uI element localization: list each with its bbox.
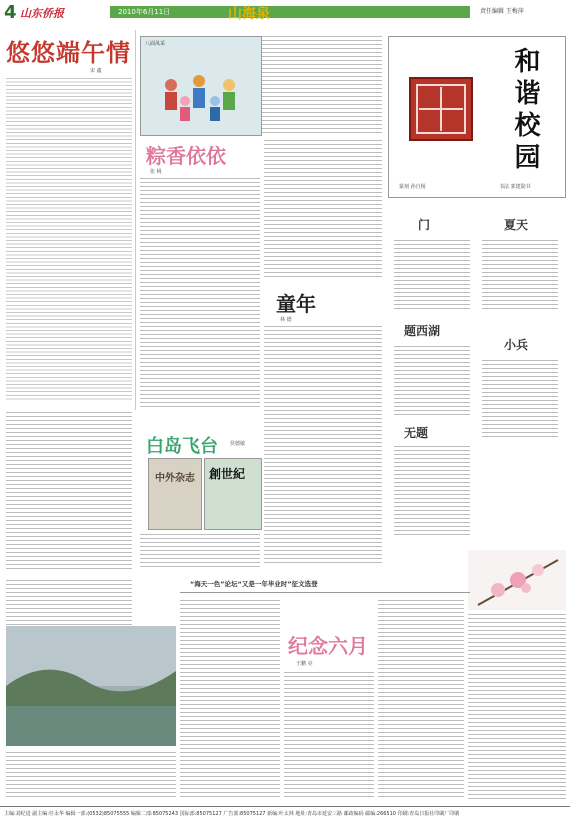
issue-date: 2010年6月11日 xyxy=(118,8,171,16)
article-title-zongzi: 粽香依依 xyxy=(146,144,226,168)
article-body-jinian-col1 xyxy=(284,672,374,800)
author-baidao: 侯德敏 xyxy=(230,441,246,447)
seal-stamp xyxy=(409,77,473,141)
kicker-label: 八面凤采 xyxy=(145,41,166,47)
page-number: 4 xyxy=(4,2,17,23)
article-title-duanwu: 悠悠端午情 xyxy=(6,39,131,67)
calligraphy-caption: 书法 郭建勋书 xyxy=(499,184,531,190)
paper-name: 山东侨报 xyxy=(20,7,64,20)
article-title-tongnian: 童年 xyxy=(276,292,316,316)
section-title: 山海泉 xyxy=(228,6,270,22)
article-body-baidao xyxy=(140,534,260,568)
author-zongzi: 张 桃 xyxy=(150,169,162,175)
poem-title-soldier: 小兵 xyxy=(504,338,529,352)
calligraphy-panel xyxy=(388,36,566,198)
calligraphy-text: 和谐校园 xyxy=(510,47,540,175)
poem-body-untitled xyxy=(394,446,470,536)
author-duanwu: 宋 鑫 xyxy=(90,68,102,74)
poem-title-summer: 夏天 xyxy=(504,218,529,232)
article-body-jinian-col3 xyxy=(468,614,566,800)
article-body-tongnian xyxy=(264,326,382,566)
footer xyxy=(0,806,570,821)
poem-body-xihu xyxy=(394,346,470,416)
book-cover-left xyxy=(148,458,202,530)
banner xyxy=(180,576,470,593)
poem-title-xihu: 题西湖 xyxy=(404,324,441,338)
poem-section xyxy=(388,210,564,550)
figurine-illustration xyxy=(141,37,261,135)
article-body-bottom-mid xyxy=(180,600,280,800)
book-title-right: 創世紀 xyxy=(209,467,246,481)
masthead xyxy=(0,0,570,22)
poem-body-door xyxy=(394,240,470,310)
column-divider xyxy=(135,30,136,410)
book-title-left: 中外杂志 xyxy=(155,473,195,484)
photo-dolls xyxy=(140,36,262,136)
article-title-baidao: 白岛飞台 xyxy=(146,436,218,457)
book-cover-right xyxy=(204,458,262,530)
peach-blossom-image xyxy=(468,550,566,610)
article-continued-top xyxy=(262,36,382,134)
article-body-jinian-col2 xyxy=(378,600,464,800)
seal-caption: 篆刻 孙自杨 xyxy=(399,184,426,190)
poem-body-summer xyxy=(482,240,558,310)
footer-text: 主编:刘纪进 副主编:任永华 编辑一部:(0532)85075555 编辑二部:85075243 国际部:85075127 广告部:85075127 新编:叶太林 地址:青岛市延安三路 邮政编码 邮编:266510 印刷:青岛日报社印刷厂印刷 xyxy=(4,811,460,817)
article-body-photo-caption xyxy=(6,752,176,800)
article-body-duanwu-col1 xyxy=(6,78,132,400)
article-title-jinian: 纪念六月 xyxy=(288,634,368,658)
editor-line: 责任编辑 王梅萍 xyxy=(480,8,524,15)
poem-body-soldier xyxy=(482,360,558,440)
article-body-zongzi-col1 xyxy=(140,178,260,408)
poem-title-door: 门 xyxy=(418,218,431,232)
landscape-photo xyxy=(6,626,176,746)
date-strip xyxy=(110,6,470,18)
author-tongnian: 林 德 xyxy=(280,317,292,323)
poem-title-untitled: 无题 xyxy=(404,426,429,440)
banner-text: “海天一色”论坛“又是一年毕业时”征文选登 xyxy=(190,580,318,588)
article-body-zongzi-col2 xyxy=(264,140,382,280)
author-jinian: 王鹏 亮 xyxy=(296,661,313,667)
article-body-duanwu-col2 xyxy=(6,412,132,572)
